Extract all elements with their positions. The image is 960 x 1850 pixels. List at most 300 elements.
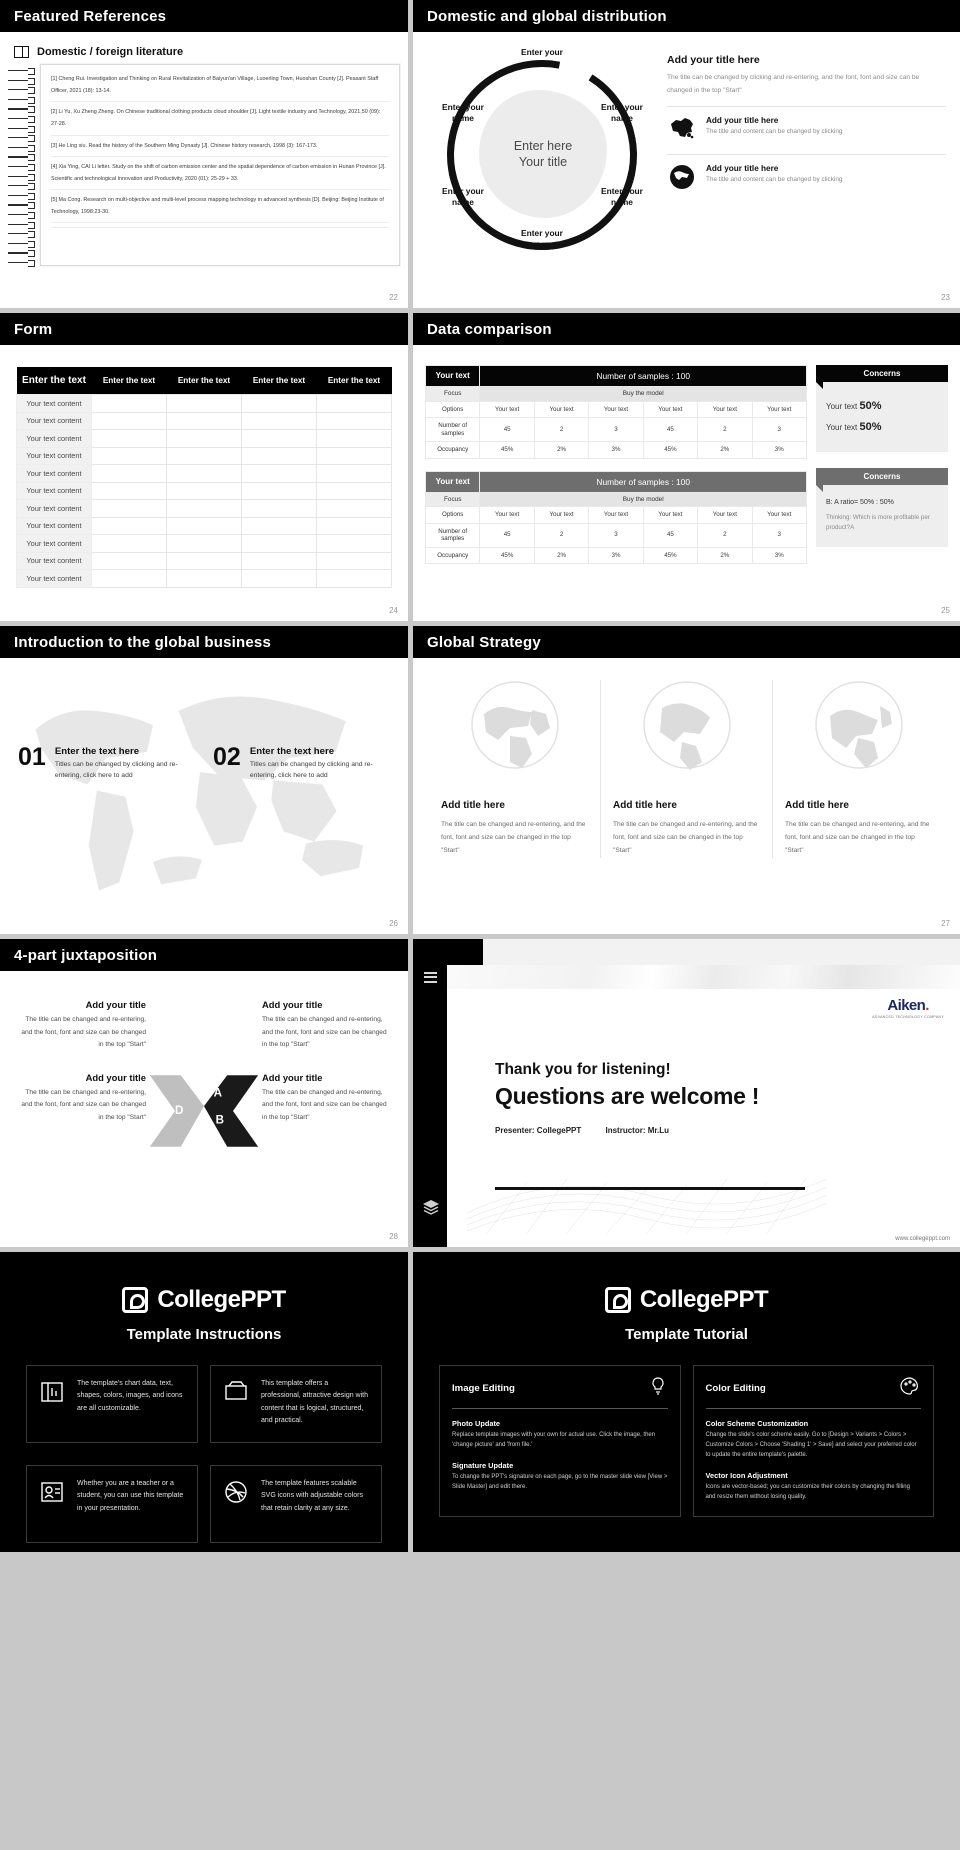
- cell: 3%: [752, 547, 806, 563]
- column-header: Enter the text: [317, 367, 392, 395]
- cell: Your text: [643, 401, 697, 417]
- concern-value: 50%: [859, 420, 882, 433]
- card-body: The template's chart data, text, shapes, colors, images, and icons are all customizable.: [77, 1380, 183, 1412]
- spoke-label: Enter your name: [521, 228, 563, 250]
- table-head-right: Number of samples : 100: [480, 366, 807, 387]
- cell: [167, 430, 242, 448]
- quadrant-heading: Add your title: [85, 1071, 146, 1083]
- cell: [167, 517, 242, 535]
- cell: 2%: [698, 547, 752, 563]
- section-title: Signature Update: [452, 1460, 514, 1470]
- item-heading: Enter the text here: [249, 746, 335, 757]
- book-icon: [14, 46, 29, 58]
- cell: [242, 552, 317, 570]
- cell: [167, 500, 242, 518]
- quadrant-body: The title can be changed and re-entering, and the font, font and size can be changed in the top "Start": [21, 1016, 146, 1049]
- cell: 2%: [698, 442, 752, 458]
- row-label: Your text content: [17, 412, 92, 430]
- cell: Your text: [534, 401, 588, 417]
- table-subheader-row: [426, 492, 807, 507]
- slide-thank-you: [413, 939, 960, 1247]
- table-row: [17, 447, 392, 465]
- panel-title: Image Editing: [452, 1383, 515, 1394]
- globe-icon: [785, 680, 932, 770]
- cell: 3: [589, 523, 643, 547]
- quadrant-heading: Add your title: [262, 999, 323, 1010]
- table-head-right: Number of samples : 100: [480, 471, 807, 492]
- subheader-right: Buy the model: [480, 492, 807, 507]
- card-body: The template features scalable SVG icons with adjustable colors that retain clarity at any size.: [261, 1480, 363, 1512]
- cell: 45%: [480, 442, 534, 458]
- table-header-row: [426, 471, 807, 492]
- table-row: [17, 570, 392, 588]
- concern-text: Your text: [826, 422, 860, 432]
- lightbulb-icon: [648, 1376, 668, 1401]
- cell: [92, 482, 167, 500]
- quadrant-body: The title can be changed and re-entering, and the font, font and size can be changed in the top "Start": [21, 1088, 146, 1121]
- svg-text:C: C: [198, 1117, 207, 1131]
- item-body: The title and content can be changed by clicking: [706, 127, 843, 135]
- quadrant-cell: [18, 999, 146, 1052]
- cell: Your text: [752, 401, 806, 417]
- cell: 45: [480, 418, 534, 442]
- concern-ratio: B: A ratio= 50% : 50%: [826, 498, 894, 506]
- item-heading: Enter the text here: [54, 746, 140, 757]
- decorative-top-band: [447, 965, 960, 989]
- table-row: [17, 517, 392, 535]
- table-body: [426, 401, 807, 458]
- numbered-item: [18, 743, 195, 781]
- instruction-card: [210, 1465, 382, 1543]
- column-heading: Add title here: [785, 800, 849, 811]
- thanks-line-1: Thank you for listening!: [495, 1061, 671, 1078]
- brand-logo-row: [413, 1286, 960, 1314]
- thanks-line-2: Questions are welcome !: [495, 1083, 760, 1109]
- cell: Your text: [534, 507, 588, 523]
- slide-title: Global Strategy: [413, 626, 960, 658]
- cell: [317, 430, 392, 448]
- table-row: [17, 552, 392, 570]
- table-row: [426, 442, 807, 458]
- cell: 3%: [589, 442, 643, 458]
- right-title: Add your title here: [667, 54, 760, 66]
- slide-form: [0, 313, 408, 621]
- cell: 3: [752, 418, 806, 442]
- concerns-body: [816, 382, 948, 452]
- quadrant-layout: [0, 971, 408, 1144]
- instruction-card: [26, 1465, 198, 1543]
- brand-subtitle: ADVANCED TECHNOLOGY COMPANY: [872, 1015, 944, 1019]
- cell: Your text: [480, 401, 534, 417]
- section-body: Icons are vector-based; you can customize their colors by changing the filling and resize them without losing quality.: [705, 1483, 910, 1500]
- cell: [317, 482, 392, 500]
- table-row: [17, 500, 392, 518]
- table-header-row: [426, 366, 807, 387]
- quadrant-row: [18, 999, 390, 1072]
- tutorial-panel: [439, 1365, 681, 1517]
- slide-domestic-global-distribution: [413, 0, 960, 308]
- row-label: Your text content: [17, 500, 92, 518]
- row-label: Options: [426, 507, 480, 523]
- svg-text:A: A: [213, 1086, 223, 1100]
- concern-text: Your text: [826, 402, 860, 411]
- spoke-label: Enter your name: [442, 102, 484, 124]
- globe-icon: [667, 164, 697, 190]
- concerns-box: [816, 365, 948, 452]
- cell: 45: [643, 523, 697, 547]
- slide-global-business-intro: [0, 626, 408, 934]
- instruction-card: [210, 1365, 382, 1443]
- slide-featured-references: [0, 0, 408, 308]
- table-row: [17, 535, 392, 553]
- slide-title: Domestic and global distribution: [413, 0, 960, 32]
- section-heading: Template Instructions: [126, 1326, 282, 1343]
- section-title: Color Scheme Customization: [705, 1419, 809, 1428]
- slide-4-part-juxtaposition: [0, 939, 408, 1247]
- cell: 2%: [534, 442, 588, 458]
- slide-title: Data comparison: [413, 313, 960, 345]
- section-title: Photo Update: [452, 1419, 501, 1428]
- instructor-label: Instructor: Mr.Lu: [605, 1126, 670, 1135]
- cell: 2%: [534, 547, 588, 563]
- page-number: 25: [941, 606, 950, 615]
- tutorial-section: [706, 1471, 922, 1503]
- item-number: 01: [18, 743, 46, 771]
- cell: 45: [480, 523, 534, 547]
- instruction-card: [26, 1365, 198, 1443]
- comparison-area: [413, 345, 960, 576]
- cell: 45%: [480, 547, 534, 563]
- cell: Your text: [480, 507, 534, 523]
- tutorial-panel: [693, 1365, 935, 1517]
- credits: [495, 1126, 759, 1135]
- table-header-row: [17, 367, 392, 395]
- section-body: To change the PPT's signature on each page, go to the master slide view [View > Slide Master] and edit there.: [452, 1473, 668, 1490]
- user-icon: [37, 1478, 67, 1530]
- right-body: The title can be changed by clicking and re-entering, and the font, font and size can be changed in the top "Start": [667, 74, 920, 94]
- concerns-body: [816, 485, 948, 547]
- cell: Your text: [643, 507, 697, 523]
- row-label: Your text content: [17, 570, 92, 588]
- quadrant-cell: [262, 1072, 390, 1125]
- world-map-background: [0, 658, 408, 934]
- spoke-label: Enter your name: [601, 102, 643, 124]
- concern-line: [826, 396, 938, 417]
- cell: [167, 570, 242, 588]
- table-row: [17, 465, 392, 483]
- menu-icon[interactable]: [424, 972, 437, 985]
- cell: [92, 517, 167, 535]
- row-label: Your text content: [17, 552, 92, 570]
- row-label: Your text content: [17, 517, 92, 535]
- item-title: Add your title here: [706, 115, 779, 125]
- spoke-label: Enter your name: [521, 47, 563, 69]
- table-body: [426, 507, 807, 564]
- collegeppt-logo-icon: [605, 1287, 631, 1313]
- cell: [242, 412, 317, 430]
- numbered-item: [213, 743, 390, 781]
- cell: [92, 465, 167, 483]
- cell: [242, 535, 317, 553]
- cell: [167, 395, 242, 413]
- cell: [317, 500, 392, 518]
- cell: 45%: [643, 442, 697, 458]
- brand-name: CollegePPT: [639, 1286, 769, 1313]
- cell: [167, 552, 242, 570]
- table-head-left: Your text: [426, 471, 480, 492]
- globe-icon: [441, 680, 588, 770]
- page-number: 24: [389, 606, 398, 615]
- cell: 3%: [752, 442, 806, 458]
- comparison-table: [425, 365, 807, 459]
- cell: 2: [534, 523, 588, 547]
- column-header: Enter the text: [17, 367, 92, 395]
- cell: [317, 395, 392, 413]
- table-row: [17, 395, 392, 413]
- layers-icon: [422, 1198, 440, 1221]
- row-label: Your text content: [17, 482, 92, 500]
- cell: [92, 447, 167, 465]
- site-url: www.collegeppt.com: [895, 1236, 950, 1242]
- cell: [242, 430, 317, 448]
- page-number: 28: [389, 1232, 398, 1241]
- top-black-bar: [413, 939, 483, 965]
- column-body: The title can be changed and re-entering, and the font, font and size can be changed in the top "Start": [613, 821, 758, 855]
- circular-diagram: [427, 47, 657, 265]
- slide-template-tutorial: [413, 1252, 960, 1552]
- center-line-1: Enter here: [513, 138, 573, 153]
- cell: 2: [534, 418, 588, 442]
- presenter-label: Presenter: CollegePPT: [495, 1126, 582, 1135]
- concerns-box: [816, 468, 948, 547]
- list-item: [667, 106, 946, 146]
- table-row: [426, 418, 807, 442]
- cell: Your text: [589, 507, 643, 523]
- brand-logo: [872, 997, 944, 1019]
- distribution-stage: [413, 32, 960, 265]
- page-number: 23: [941, 293, 950, 302]
- cell: [92, 535, 167, 553]
- page-number: 22: [389, 293, 398, 302]
- table-row: [17, 482, 392, 500]
- reference-list: [40, 64, 400, 266]
- cell: [92, 500, 167, 518]
- cell: [92, 430, 167, 448]
- cell: Your text: [589, 401, 643, 417]
- svg-text:D: D: [175, 1103, 184, 1117]
- reference-card-wrapper: [6, 64, 400, 266]
- spoke-label: Enter your name: [442, 186, 484, 208]
- cell: [317, 570, 392, 588]
- cell: [242, 482, 317, 500]
- brand-logo-row: [0, 1286, 408, 1314]
- tutorial-section: [452, 1461, 668, 1493]
- row-label: Number of samples: [426, 418, 480, 442]
- card-body: This template offers a professional, attractive design with content that is logical, structured, and practical.: [261, 1380, 368, 1424]
- slide-title: Featured References: [0, 0, 408, 32]
- comparison-tables: [425, 365, 807, 576]
- concerns-column: [816, 365, 948, 576]
- reference-entry: [5] Ma Cong. Research on multi-objective and multi-level process mapping technology in advanced synthesis [D]. Beijing: Beijing Institute of Technology, 1998:23-30.: [51, 197, 384, 216]
- thanks-text: [495, 1061, 759, 1135]
- item-body: Titles can be changed by clicking and re-entering, click here to add: [249, 761, 373, 779]
- page-number: 26: [389, 919, 398, 928]
- page-number: 27: [941, 919, 950, 928]
- quadrant-heading: Add your title: [85, 999, 146, 1010]
- slide-data-comparison: [413, 313, 960, 621]
- cell: [242, 500, 317, 518]
- cell: [167, 465, 242, 483]
- reference-entry: [4] Xia Ying, CAI Li letter. Study on the shift of carbon emission center and the spatial dependence of carbon emission in Hunan Province [J]. Scientific and technological Innovation and Productivity, 2020 (01): 25-29 + 33.: [51, 163, 386, 182]
- quadrant-heading: Add your title: [262, 1071, 323, 1083]
- concerns-title: Concerns: [816, 365, 948, 382]
- concern-line: [826, 417, 938, 438]
- row-label: Your text content: [17, 430, 92, 448]
- table-row: [17, 412, 392, 430]
- panel-header: [706, 1376, 922, 1409]
- row-label: Options: [426, 401, 480, 417]
- brand-name: CollegePPT: [157, 1286, 286, 1313]
- row-label: Your text content: [17, 447, 92, 465]
- cell: 3: [752, 523, 806, 547]
- quadrant-cell: [262, 999, 390, 1052]
- numbered-items: [18, 743, 390, 781]
- layout-icon: [221, 1378, 251, 1430]
- table-row: [17, 430, 392, 448]
- column-body: The title can be changed and re-entering, and the font, font and size can be changed in the top "Start": [785, 821, 930, 855]
- cell: [317, 517, 392, 535]
- column-header: Enter the text: [242, 367, 317, 395]
- cell: [242, 395, 317, 413]
- cell: [242, 517, 317, 535]
- thanks-canvas: [447, 965, 960, 1247]
- row-label: Number of samples: [426, 523, 480, 547]
- literature-label-text: Domestic / foreign literature: [37, 46, 184, 58]
- column-heading: Add title here: [441, 800, 505, 811]
- cell: 45: [643, 418, 697, 442]
- cell: [242, 465, 317, 483]
- cell: 2: [698, 418, 752, 442]
- subheader-left: Focus: [426, 387, 480, 402]
- tutorial-panels: [413, 1343, 960, 1517]
- table-head-left: Your text: [426, 366, 480, 387]
- subheader-right: Buy the model: [480, 387, 807, 402]
- panel-title: Color Editing: [705, 1383, 766, 1394]
- decorative-lines: [6, 64, 40, 266]
- cell: [167, 447, 242, 465]
- instruction-cards-row: [0, 1343, 408, 1443]
- table-row: [426, 401, 807, 417]
- subheader-left: Focus: [426, 492, 480, 507]
- column-body: The title can be changed and re-entering, and the font, font and size can be changed in the top "Start": [441, 821, 586, 855]
- cell: [92, 552, 167, 570]
- cell: [167, 412, 242, 430]
- quadrant-body: The title can be changed and re-entering, and the font, font and size can be changed in the top "Start": [262, 1088, 387, 1121]
- cell: 45%: [643, 547, 697, 563]
- item-body: Titles can be changed by clicking and re-entering, click here to add: [54, 761, 178, 779]
- cell: Your text: [698, 401, 752, 417]
- table-row: [426, 523, 807, 547]
- list-item: [667, 154, 946, 196]
- cell: [317, 412, 392, 430]
- dribbble-icon: [221, 1478, 251, 1530]
- cell: [317, 465, 392, 483]
- cell: Your text: [698, 507, 752, 523]
- spoke-label: Enter your name: [601, 186, 643, 208]
- row-label: Your text content: [17, 465, 92, 483]
- literature-section-label: [14, 46, 408, 58]
- section-heading: Template Tutorial: [625, 1326, 748, 1343]
- wire-mesh-graphic: [467, 1153, 827, 1233]
- concern-value: 50%: [859, 400, 882, 412]
- tutorial-section: [706, 1419, 922, 1461]
- diagram-center: [479, 90, 607, 218]
- instruction-cards-row: [0, 1443, 408, 1543]
- globe-icon: [613, 680, 760, 770]
- distribution-text-column: [667, 50, 946, 265]
- cell: [167, 535, 242, 553]
- divider-line: [495, 1187, 805, 1190]
- strategy-column: [429, 680, 600, 858]
- comparison-table: [425, 471, 807, 565]
- section-body: Change the slide's color scheme easily. Go to [Design > Variants > Colors > Customize Colors > Choose 'Shading 1' > Save] and select your preferred color to update the entire template's palette.: [705, 1432, 917, 1458]
- strategy-columns: [413, 658, 960, 858]
- collegeppt-logo-icon: [122, 1287, 148, 1313]
- row-label: Your text content: [17, 395, 92, 413]
- column-header: Enter the text: [167, 367, 242, 395]
- form-table: [16, 367, 392, 588]
- reference-entry: [2] Li Yu, Xu Zheng Zheng. On Chinese traditional clothing products cloud shoulder [J]. Light textile industry and Technology, 2021,50 (09): 27-28.: [51, 109, 381, 128]
- concern-note: Thinking: Which is more profitable per product?A: [826, 513, 930, 531]
- palette-icon: [899, 1376, 921, 1401]
- slide-template-instructions: [0, 1252, 408, 1552]
- cell: 3%: [589, 547, 643, 563]
- slide-title: Introduction to the global business: [0, 626, 408, 658]
- cell: [242, 447, 317, 465]
- quadrant-spacer: [146, 999, 262, 1072]
- cell: [167, 482, 242, 500]
- cell: [317, 552, 392, 570]
- quadrant-body: The title can be changed and re-entering, and the font, font and size can be changed in the top "Start": [262, 1016, 387, 1049]
- concerns-title: Concerns: [816, 468, 948, 485]
- item-body: The title and content can be changed by clicking: [706, 175, 843, 183]
- strategy-column: [772, 680, 944, 858]
- item-title: Add your title here: [706, 163, 779, 173]
- table-row: [426, 547, 807, 563]
- cell: [92, 570, 167, 588]
- card-body: Whether you are a teacher or a student, you can use this template in your presentation.: [77, 1480, 184, 1512]
- x-shape-icon: [146, 1067, 262, 1155]
- item-number: 02: [213, 743, 241, 771]
- chart-icon: [37, 1378, 67, 1430]
- row-label: Occupancy: [426, 442, 480, 458]
- cell: [317, 447, 392, 465]
- slide-global-strategy: [413, 626, 960, 934]
- china-map-icon: [667, 116, 697, 140]
- slide-title: 4-part juxtaposition: [0, 939, 408, 971]
- cell: [92, 412, 167, 430]
- svg-text:B: B: [215, 1113, 224, 1127]
- cell: [317, 535, 392, 553]
- cell: 2: [698, 523, 752, 547]
- column-header: Enter the text: [92, 367, 167, 395]
- reference-entry: [3] He Ling xiu. Read the history of the Southern Ming Dynasty [J]. Chinese history research, 1998 (3): 167-173.: [51, 142, 318, 149]
- table-subheader-row: [426, 387, 807, 402]
- section-title: Vector Icon Adjustment: [705, 1470, 788, 1480]
- cell: [242, 570, 317, 588]
- row-label: Your text content: [17, 535, 92, 553]
- section-body: Replace template images with your own for actual use. Click the image, then 'change picture' and 'from file.': [452, 1432, 656, 1448]
